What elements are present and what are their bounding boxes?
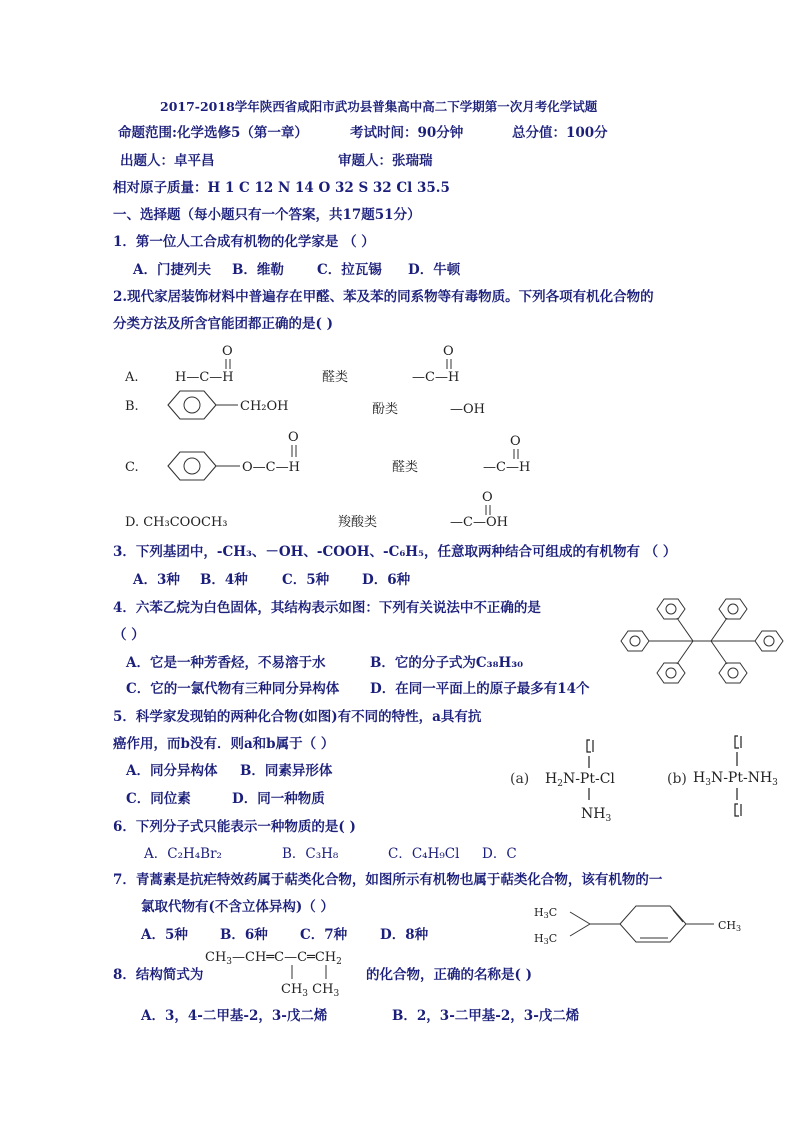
svg-text:CH3: CH3 [718,919,742,933]
q5-platinum-b-structure [691,732,791,824]
q2-row-a-group-oxygen: O [443,344,454,359]
svg-text:H3C: H3C [534,906,558,920]
q2-row-d-group: —C—OH [450,515,508,530]
q8-stem-post: 的化合物，正确的名称是( ) [366,967,532,983]
svg-text:NH3: $NH_3$ [581,806,612,824]
q4-paren: （ ） [113,627,145,643]
q6-option-d[interactable]: D．C [482,846,517,862]
q8-option-a[interactable]: A．3，4-二甲基-2，3-戊二烯 [141,1008,328,1024]
q1-stem: 1．第一位人工合成有机物的化学家是 （ ） [113,234,375,250]
q2-row-c-label: C. [125,460,139,475]
q2-row-c-oxygen: O [288,430,299,445]
q6-option-b[interactable]: B．C₃H₈ [282,846,339,862]
q5-a-label: (a) [510,771,530,787]
q5-option-b[interactable]: B．同素异形体 [240,763,333,779]
exam-score: 总分值：100分 [512,125,608,141]
q7-option-c[interactable]: C．7种 [300,927,348,943]
q4-option-c[interactable]: C．它的一氯代物有三种同分异构体 [126,681,340,697]
q5-stem-line2: 癌作用，而b没有．则a和b属于（ ） [113,736,335,752]
q7-option-d[interactable]: D．8种 [380,927,429,943]
q7-option-a[interactable]: A．5种 [141,927,188,943]
q2-row-d-class: 羧酸类 [338,515,378,530]
q3-option-c[interactable]: C．5种 [282,572,330,588]
q6-option-a[interactable]: A．C₂H₄Br₂ [144,846,222,862]
page-title: 2017-2018学年陕西省咸阳市武功县普集高中高二下学期第一次月考化学试题 [160,99,598,114]
q4-option-a[interactable]: A．它是一种芳香烃，不易溶于水 [126,655,326,671]
q2-row-b-group: —OH [450,402,485,417]
svg-text:CH3 CH3: $CH_3$ $CH_3$ [281,982,340,999]
q5-stem-line1: 5．科学家发现铂的两种化合物(如图)有不同的特性，a具有抗 [113,709,482,725]
q2-row-c-formula: O—C—H [242,460,300,475]
q8-option-b[interactable]: B．2，3-二甲基-2，3-戊二烯 [392,1008,580,1024]
q7-stem-line2: 氯取代物有(不含立体异构)（ ） [141,899,334,915]
q5-option-c[interactable]: C．同位素 [126,791,191,807]
q5-platinum-a-structure [543,736,633,828]
q2-stem-line2: 分类方法及所含官能团都正确的是( ) [113,316,333,332]
q3-option-b[interactable]: B．4种 [200,572,248,588]
q4-option-d[interactable]: D．在同一平面上的原子最多有14个 [370,681,590,697]
q1-option-b[interactable]: B．维勒 [232,262,284,278]
q2-row-c-group-oxygen: O [510,434,521,449]
q6-option-c[interactable]: C．C₄H₉Cl [388,846,460,862]
q2-row-a-class: 醛类 [322,370,349,385]
svg-text:H3N-Pt-NH3: $H_3N-Pt-NH_3$ [693,770,778,788]
q2-row-a-group: —C—H [412,370,460,385]
svg-text:H3C: H3C [534,932,558,946]
exam-scope: 命题范围:化学选修5（第一章） [118,125,308,141]
q2-row-d-group-oxygen: O [482,490,493,505]
q4-stem: 4．六苯乙烷为白色固体，其结构表示如图：下列有关说法中不正确的是 [113,600,541,616]
q8-diene-structure [203,945,373,1001]
svg-text:H2N-Pt-Cl: $H_2N-Pt-Cl$ [545,771,615,789]
q3-stem: 3．下列基团中，-CH₃、－OH、-COOH、-C₆H₅，任意取两种结合可组成的有机物有 （ ） [113,544,677,560]
q6-stem: 6．下列分子式只能表示一种物质的是( ) [113,819,356,835]
hexaphenylethane-structure [617,597,787,687]
q8-stem-pre: 8．结构简式为 [113,967,204,983]
exam-author: 出题人：卓平昌 [120,153,215,169]
q2-row-a-formula: H—C—H [175,370,234,385]
q2-row-d-formula: D. CH₃COOCH₃ [125,515,228,530]
exam-time: 考试时间：90分钟 [350,125,464,141]
q7-stem-line1: 7．青蒿素是抗疟特效药属于萜类化合物，如图所示有机物也属于萜类化合物，该有机物的一 [113,872,663,888]
svg-text:CH3—CH═C—C═CH2: $CH_3—CH═C—C═CH_2$ [205,950,342,967]
q2-row-c-class: 醛类 [392,460,419,475]
exam-reviewer: 审题人：张瑞瑞 [338,153,433,169]
q7-terpene-structure [532,898,762,958]
q1-option-d[interactable]: D．牛顿 [408,262,461,278]
q2-row-a-oxygen: O [222,344,233,359]
q4-option-b[interactable]: B．它的分子式为C₃₈H₃₀ [370,655,524,671]
q2-row-a-label: A. [125,370,139,385]
q7-option-b[interactable]: B．6种 [220,927,268,943]
q3-option-a[interactable]: A．3种 [133,572,180,588]
q5-b-label: (b) [667,771,687,787]
q2-row-b-formula: CH₂OH [240,399,289,414]
section-heading: 一、选择题（每小题只有一个答案，共17题51分） [113,207,421,223]
q2-structures [0,335,794,535]
q1-option-c[interactable]: C．拉瓦锡 [317,262,382,278]
q5-option-a[interactable]: A．同分异构体 [126,763,218,779]
q2-stem-line1: 2.现代家居装饰材料中普遍存在甲醛、苯及苯的同系物等有毒物质。下列各项有机化合物的 [113,289,654,305]
q2-row-b-class: 酚类 [372,402,399,417]
q2-row-c-group: —C—H [483,460,531,475]
atomic-mass: 相对原子质量：H 1 C 12 N 14 O 32 S 32 Cl 35.5 [113,180,450,196]
q3-option-d[interactable]: D．6种 [362,572,411,588]
q2-row-b-label: B. [125,399,139,414]
q1-option-a[interactable]: A．门捷列夫 [133,262,211,278]
q5-option-d[interactable]: D．同一种物质 [232,791,325,807]
